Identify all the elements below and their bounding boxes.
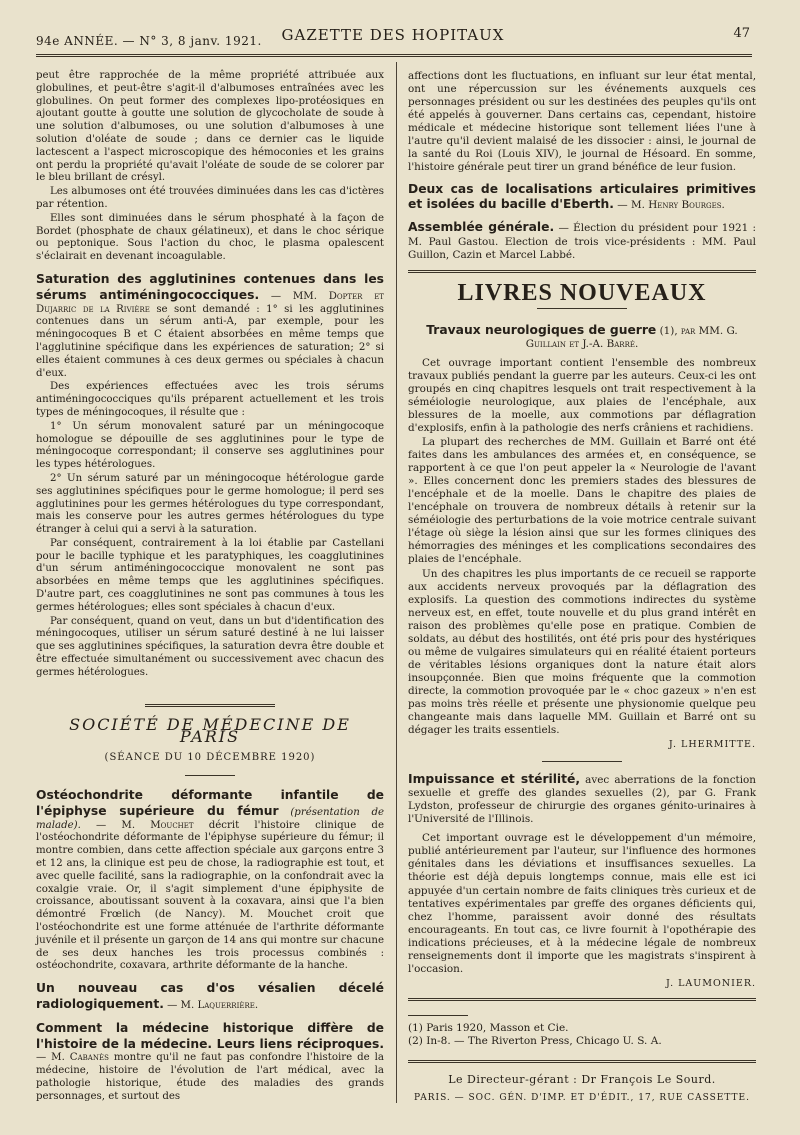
article-assemblee xyxy=(408,220,756,261)
article-authors: — M. Laquerrière. xyxy=(167,1000,259,1011)
paragraph: 2° Un sérum saturé par un méningocoque hétérologue garde ses agglutinines spécifiques pour le germe homologue; il perd ses agglutinines pour les germes hétérologues du type correspondant, mais les conserve pour les autres germes hétérologues du type étranger à celui qui a servi à la saturation. xyxy=(36,472,384,536)
section-title: LIVRES NOUVEAUX xyxy=(457,279,707,306)
footnote-ref: (1) xyxy=(659,324,675,337)
book-impuissance xyxy=(408,772,756,826)
paragraph: Par conséquent, quand on veut, dans un but d'identification des méningocoques, utiliser un sérum saturé destiné à ne lui laisser que ses agglutinines spécifiques, la saturation devra être double et être effectuée simultanément ou successivement avec chacun des germes hétérologues. xyxy=(36,615,384,678)
paragraph: peut être rapprochée de la même propriété attribuée aux globulines, et peut-être s'agit-il d'albumoses entraînées avec les globulines. On peut former des complexes lipo-protéosiques en ajoutant goutte à goutte une solution de glycocholate de soude à une solution d'albumoses, ou une solution d'albumoses à une solution d'oléate de soude ; dans ce dernier cas le liquide lactescent a l'aspect microscopique des hémoconies et les grains ont perdu la propriété qu'avait l'oléate de soude de se colorer par le bleu brillant de crésyl. xyxy=(36,70,384,184)
article-histoire xyxy=(36,1021,384,1104)
book-description: avec aberrations de la fonction sexuelle et greffe des glandes sexuelles (2), par G. Frank Lydston, professeur de chirurgie des organes génito-urinaires à l'Université de l'Illinois. xyxy=(408,774,756,826)
column-divider xyxy=(396,62,397,1103)
journal-title: GAZETTE DES HOPITAUX xyxy=(281,26,505,44)
article-vesalien xyxy=(36,981,384,1013)
footnote: (2) In-8. — The Riverton Press, Chicago U. S. A. xyxy=(408,1034,662,1047)
article-title: Comment la médecine historique diffère de l'histoire de la médecine. Leurs liens réciproques. xyxy=(36,1020,384,1051)
divider xyxy=(408,1060,756,1063)
paragraph: 1° Un sérum monovalent saturé par un méningocoque homologue se dépouille de ses agglutinines pour le type de méningocoque correspondant; il conserve ses agglutinines pour les types hétérologues. xyxy=(36,420,384,471)
divider xyxy=(542,761,622,762)
paragraph: affections dont les fluctuations, en influant sur leur état mental, ont une répercussion sur les événements auxquels ces personnages président ou sur les destinées des peuples qu'ils ont été appelés à gouverner. Dans certains cas, cependant, histoire médicale et médecine historique sont tellement liées l'une à l'autre qu'il devient malaisé de les dissocier : ainsi, le journal de la santé du Roi (Louis XIV), le journal de Hésoard. En somme, l'histoire générale peut tirer un grand bénéfice de leur fusion. xyxy=(408,70,756,174)
issue-line: 94e ANNÉE. — N° 3, 8 janv. 1921. xyxy=(36,34,262,48)
book-travaux xyxy=(408,323,756,351)
article-title: Ostéochondrite déformante infantile de l'épiphyse supérieure du fémur xyxy=(36,788,384,818)
paragraph: Un des chapitres les plus importants de ce recueil se rapporte aux accidents nerveux provoqués par la déflagration des explosifs. La question des commotions indirectes du système nerveux est, en effet, toute nouvelle et du plus grand intérêt en raison des problèmes qu'elle pose en pratique. Combien de soldats, au début des hostilités, ont été pris pour des hystériques ou même de vulgaires simulateurs qui en réalité étaient porteurs de véritables lésions organiques dont la nature était alors insoupçonnée. Bien que moins fréquente que la commotion directe, la commotion provoquée par le « choc gazeux » n'en est pas moins très réelle et présente une physionomie quelque peu changeante mais dans laquelle MM. Guillain et Barré ont su dégager les traits essentiels. xyxy=(408,567,756,737)
divider xyxy=(408,1015,468,1016)
divider xyxy=(185,775,235,776)
article-title: Un nouveau cas d'os vésalien décelé radiologiquement. xyxy=(36,981,384,1011)
session-date: (SÉANCE DU 10 DÉCEMBRE 1920) xyxy=(104,752,316,764)
printer-line: PARIS. — SOC. GÉN. D'IMP. ET D'ÉDIT., 17, RUE CASSETTE. xyxy=(414,1092,750,1103)
footnote: (1) Paris 1920, Masson et Cie. xyxy=(408,1021,569,1034)
book-title: Impuissance et stérilité, xyxy=(408,772,581,787)
paragraph: Cet important ouvrage est le développement d'un mémoire, publié antérieurement par l'auteur, sur l'influence des hormones génitales dans les déviations et insuffisances sexuelles. La théorie est déjà depuis longtemps connue, mais elle est ici appuyée d'un certain nombre de faits cliniques très curieux et de tentatives expérimentales par greffe des organes déficients qui, chez l'homme, paraissent avoir donné des résultats encourageants. En tout cas, ce livre fournit à l'opothérapie des indications précieuses, et à la médecine légale de nombreux renseignements dont il importe que les magistrats s'inspirent à l'occasion. xyxy=(408,832,756,975)
article-deux-cas xyxy=(408,182,756,212)
article-title: Saturation des agglutinines contenues dans les sérums antiméningococciques. xyxy=(36,271,384,302)
livres-heading xyxy=(408,270,756,309)
article-body: se sont demandé : 1° si les agglutinines contenues dans un sérum anti-A, par exemple, pour les méningocoques B et C étaient absorbées en même temps que l'agglutinine spécifique dans les expériences de saturation; 2° si elles étaient communes à ces deux germes ou spéciales à chacun d'eux. xyxy=(36,303,384,379)
book-authors: , par MM. G. Guillain et J.-A. Barré. xyxy=(525,324,738,350)
paragraph: Les albumoses ont été trouvées diminuées dans les cas d'ictères par rétention. xyxy=(36,186,384,210)
society-heading xyxy=(36,704,384,776)
book-title: Travaux neurologiques de guerre xyxy=(426,322,657,337)
header-rule xyxy=(36,54,752,57)
article-authors: — MM. Dopter et Dujarric de la Rivière xyxy=(36,290,384,315)
article-title: Assemblée générale. xyxy=(408,220,555,235)
article-saturation xyxy=(36,272,384,380)
article-authors: — M. Henry Bourges. xyxy=(617,199,725,212)
divider xyxy=(145,704,275,707)
article-authors: — M. Mouchet xyxy=(96,819,194,831)
paragraph: Elles sont diminuées dans le sérum phosphaté à la façon de Bordet (phosphate de chaux gélatineux), et dans le choc sérique ou peptonique. Sous l'action du choc, le plasma opalescent s'éclairait en devenant incoagulable. xyxy=(36,212,384,263)
left-column xyxy=(36,70,384,1105)
gerant-line: Le Directeur-gérant : Dr François Le Sourd. xyxy=(448,1072,716,1086)
article-body: montre qu'il ne faut pas confondre l'histoire de la médecine, histoire de l'évolution de l'art médical, avec la pathologie historique, étude des maladies des grands personnages, et surtout des xyxy=(36,1052,384,1102)
right-column xyxy=(408,70,756,1105)
article-subtitle: (présentation de malade). xyxy=(36,806,384,831)
article-title: Deux cas de localisations articulaires primitives et isolées du bacille d'Eberth. xyxy=(408,182,756,212)
article-body: — Élection du président pour 1921 : M. Paul Gastou. Election de trois vice-présidents : MM. Paul Guillon, Cazin et Marcel Labbé. xyxy=(408,222,756,261)
article-osteochondrite xyxy=(36,788,384,973)
page-header xyxy=(36,26,750,50)
signature: J. LAUMONIER. xyxy=(666,977,756,989)
footnotes xyxy=(408,1015,756,1048)
paragraph: La plupart des recherches de MM. Guillain et Barré ont été faites dans les ambulances des armées et, en conséquence, se rapportent à ce que l'on peut appeler la « Neurologie de l'avant ». Elles concernent donc les premiers stades des blessures de l'encéphale et de la moelle. Dans le chapitre des plaies de l'encéphale on trouvera de nombreux détails à retenir sur la séméiologie des perturbations de la voie motrice centrale suivant l'étage où siège la lésion ainsi que sur les formes cliniques des hémorragies des méninges et les complications secondaires des plaies de l'encéphale. xyxy=(408,436,756,566)
page-number: 47 xyxy=(733,26,750,41)
article-body: décrit l'histoire clinique de l'ostéochondrite déformante de l'épiphyse supérieure du fémur; il montre combien, dans cette affection spéciale aux garçons entre 3 et 12 ans, la clinique est peu de chose, la radiographie est tout, et avec quelle facilité, sans la radiographie, on la confondrait avec la coxalgie vraie. Or, il s'agit simplement d'une épiphysite de croissance, aboutissant souvent à la coxavara, ainsi que l'a bien démontré Frœlich (de Nancy). M. Mouchet croit que l'ostéochondrite est une forme atténuée de l'arthrite déformante juvénile et il présente un garçon de 14 ans qui montre sur chacune de ses deux hanches les trois processus combinés : ostéochondrite, coxavara, arthrite déformante de la hanche. xyxy=(36,819,384,972)
paragraph: Des expériences effectuées avec les trois sérums antiméningococciques qu'ils préparent actuellement et les trois types de méningocoques, il résulte que : xyxy=(36,381,384,418)
paragraph: Cet ouvrage important contient l'ensemble des nombreux travaux publiés pendant la guerre par les auteurs. Ceux-ci les ont groupés en cinq chapitres lesquels ont trait respectivement à la séméiologie neurologique, aux plaies de l'encéphale, aux blessures de la moelle, aux commotions par déflagration d'explosifs, enfin à la pathologie des nerfs crâniens et rachidiens. xyxy=(408,356,756,434)
divider xyxy=(408,998,756,1001)
society-title: SOCIÉTÉ DE MÉDECINE DE PARIS xyxy=(69,714,351,747)
paragraph: Par conséquent, contrairement à la loi établie par Castellani pour le bacille typhique et les paratyphiques, les coagglutinines d'un sérum antiméningococcique monovalent ne sont pas absorbées en même temps que les agglutinines spécifiques. D'autre part, ces coagglutinines ne sont pas communes à tous les germes hétérologues; elles sont spéciales à chacun d'eux. xyxy=(36,537,384,613)
signature: J. LHERMITTE. xyxy=(668,739,756,751)
divider xyxy=(537,308,627,309)
article-authors: — M. Cabanès xyxy=(36,1052,109,1064)
